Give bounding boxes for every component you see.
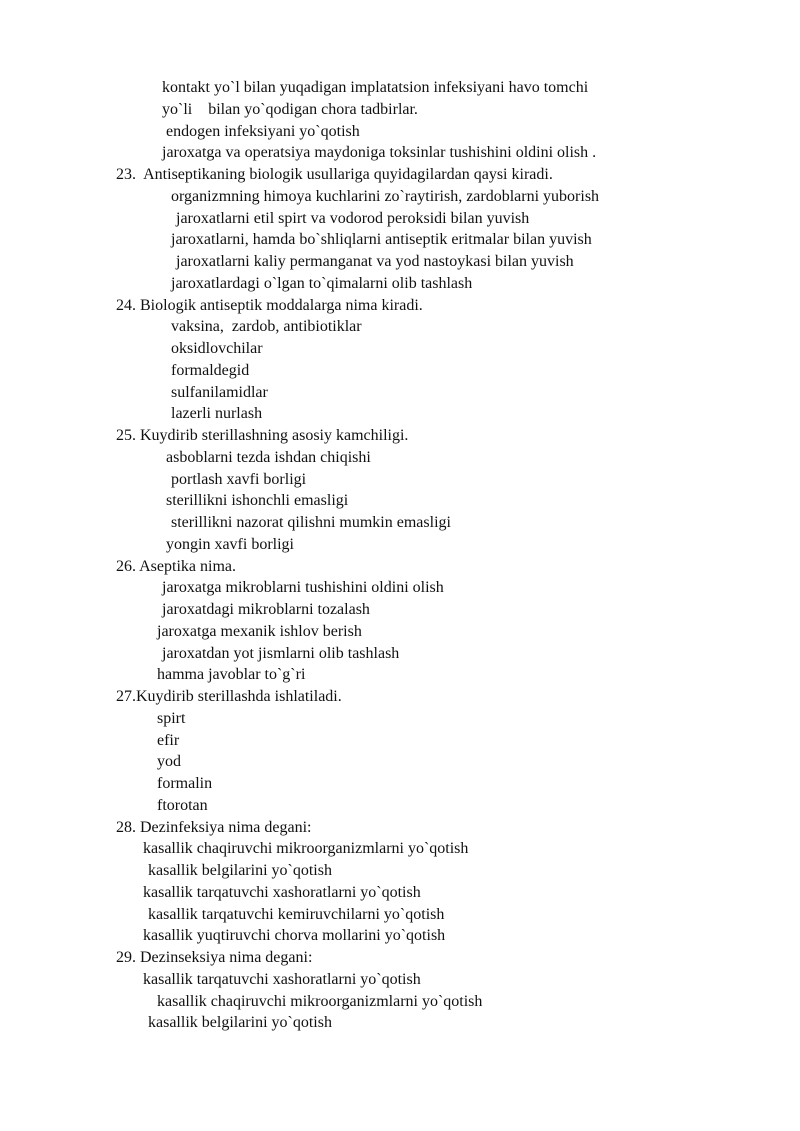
question-title: 26. Aseptika nima. bbox=[116, 557, 236, 575]
answer-option: oksidlovchilar bbox=[171, 340, 263, 357]
answer-option: kasallik belgilarini yo`qotish bbox=[148, 862, 332, 879]
answer-option: ftorotan bbox=[157, 796, 208, 814]
answer-option: portlash xavfi borligi bbox=[171, 470, 307, 488]
answer-option: kasallik chaqiruvchi mikroorganizmlarni yo`qotish bbox=[157, 992, 483, 1010]
answer-option: hamma javoblar to`g`ri bbox=[157, 666, 306, 684]
answer-option: sterillikni nazorat qilishni mumkin emasligi bbox=[171, 514, 451, 531]
document-page bbox=[0, 77, 800, 1034]
answer-option: formaldegid bbox=[171, 361, 250, 379]
answer-option: kasallik tarqatuvchi xashoratlarni yo`qotish bbox=[143, 883, 421, 901]
answer-option: jaroxatga mexanik ishlov berish bbox=[157, 622, 362, 640]
answer-option: jaroxatlarni, hamda bo`shliqlarni antiseptik eritmalar bilan yuvish bbox=[171, 231, 592, 249]
answer-option: kasallik yuqtiruvchi chorva mollarini yo`qotish bbox=[143, 927, 446, 945]
question-title: 24. Biologik antiseptik moddalarga nima kiradi. bbox=[116, 296, 423, 314]
answer-option: sterillikni ishonchli emasligi bbox=[166, 492, 349, 510]
answer-option: kasallik belgilarini yo`qotish bbox=[148, 1014, 332, 1032]
answer-option: yongin xavfi borligi bbox=[166, 535, 294, 553]
answer-option: endogen infeksiyani yo`qotish bbox=[166, 122, 360, 140]
answer-option: yod bbox=[157, 753, 181, 771]
question-title: 28. Dezinfeksiya nima degani: bbox=[116, 818, 312, 836]
answer-option: jaroxatlarni kaliy permanganat va yod nastoykasi bilan yuvish bbox=[176, 253, 574, 270]
answer-option: vaksina, zardob, antibiotiklar bbox=[171, 318, 362, 336]
answer-option: spirt bbox=[157, 709, 186, 727]
answer-option: kasallik chaqiruvchi mikroorganizmlarni yo`qotish bbox=[143, 840, 469, 858]
answer-option: sulfanilamidlar bbox=[171, 383, 268, 401]
answer-option: kasallik tarqatuvchi xashoratlarni yo`qotish bbox=[143, 970, 421, 988]
question-title: 25. Kuydirib sterillashning asosiy kamchiligi. bbox=[116, 427, 409, 444]
question-title: 29. Dezinseksiya nima degani: bbox=[116, 949, 313, 966]
answer-option: efir bbox=[157, 731, 180, 749]
answer-option: jaroxatga va operatsiya maydoniga toksinlar tushishini oldini olish . bbox=[162, 144, 597, 162]
answer-option: organizmning himoya kuchlarini zo`raytirish, zardoblarni yuborish bbox=[171, 187, 600, 205]
answer-option: yo`li bilan yo`qodigan chora tadbirlar. bbox=[162, 100, 418, 118]
question-title: 23. Antiseptikaning biologik usullariga quyidagilardan qaysi kiradi. bbox=[116, 166, 553, 183]
answer-option: jaroxatlardagi o`lgan to`qimalarni olib tashlash bbox=[171, 274, 473, 292]
answer-option: asboblarni tezda ishdan chiqishi bbox=[166, 448, 371, 466]
answer-option: kontakt yo`l bilan yuqadigan implatatsion infeksiyani havo tomchi bbox=[162, 79, 589, 96]
answer-option: formalin bbox=[157, 775, 213, 792]
answer-option: lazerli nurlash bbox=[171, 405, 263, 423]
answer-option: jaroxatlarni etil spirt va vodorod peroksidi bilan yuvish bbox=[176, 209, 530, 227]
answer-option: kasallik tarqatuvchi kemiruvchilarni yo`qotish bbox=[148, 905, 445, 923]
answer-option: jaroxatga mikroblarni tushishini oldini olish bbox=[162, 579, 444, 597]
answer-option: jaroxatdagi mikroblarni tozalash bbox=[162, 601, 370, 618]
answer-option: jaroxatdan yot jismlarni olib tashlash bbox=[162, 644, 400, 662]
question-title: 27.Kuydirib sterillashda ishlatiladi. bbox=[116, 688, 342, 705]
